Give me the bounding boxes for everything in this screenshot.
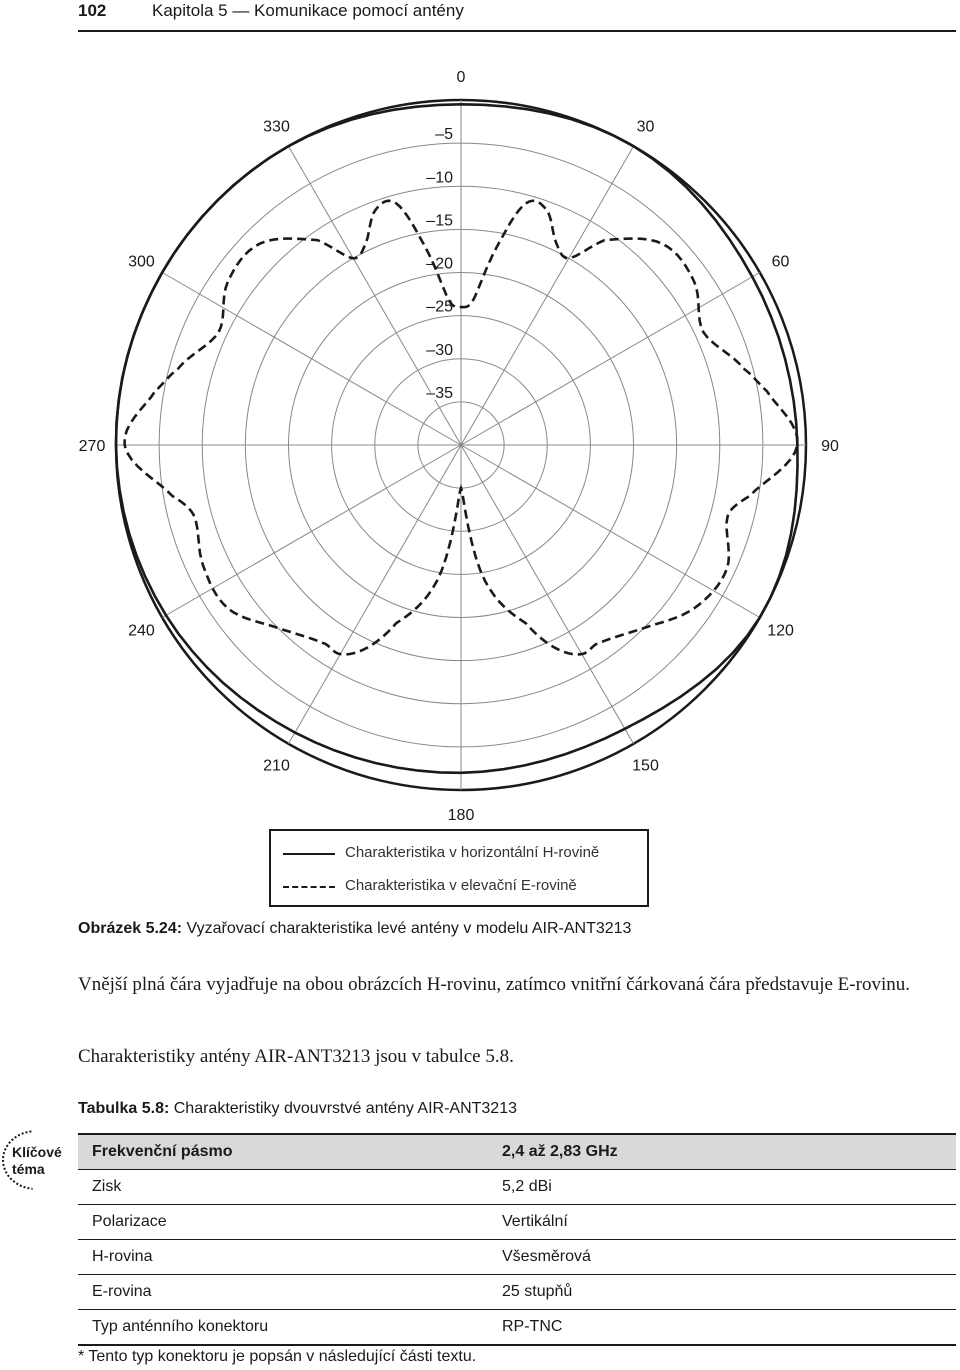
grid-spoke [461,273,760,446]
badge-line-2: téma [12,1161,45,1177]
polar-radiation-chart [0,60,960,830]
table-row [78,1310,956,1346]
badge-line-1: Klíčové [12,1144,62,1160]
table-cell: Vertikální [488,1205,956,1240]
radial-tick-label: –15 [426,212,453,230]
angle-tick-label: 330 [263,118,290,136]
legend-label-h-plane: Charakteristika v horizontální H-rovině [345,844,600,861]
table-caption-label: Tabulka 5.8: [78,1100,170,1117]
radial-tick-label: –5 [435,126,453,144]
radial-tick-label: –35 [426,384,453,402]
table-cell: Typ anténního konektoru [78,1310,488,1346]
table-cell: 5,2 dBi [488,1170,956,1205]
table-header-row [78,1134,956,1170]
grid-spoke [461,445,760,618]
footnote: * Tento typ konektoru je popsán v následující části textu. [78,1348,477,1365]
table-header-cell: 2,4 až 2,83 GHz [488,1134,956,1170]
angle-tick-label: 180 [447,807,475,824]
key-topic-badge [2,1130,70,1190]
solid-line-swatch [283,853,335,855]
angle-tick-label: 30 [636,118,655,136]
table-header-cell: Frekvenční pásmo [78,1134,488,1170]
table-caption [78,1100,517,1118]
figure-caption-label: Obrázek 5.24: [78,920,183,937]
dashed-line-swatch [283,886,335,888]
angle-tick-label: 210 [263,757,290,775]
angle-tick-label: 120 [767,622,794,640]
radial-tick-label: –30 [426,341,453,359]
badge-ring-icon [2,1130,70,1190]
chapter-title: Kapitola 5 — Komunikace pomocí antény [152,1,464,20]
angle-tick-label: 150 [632,757,659,775]
table-row [78,1205,956,1240]
angle-tick-label: 240 [128,622,155,640]
angle-tick-label: 270 [78,438,106,455]
angle-tick-label: 0 [456,69,466,86]
table-row [78,1240,956,1275]
table-cell: H-rovina [78,1240,488,1275]
grid-spoke [162,273,461,446]
table-row [78,1170,956,1205]
radial-tick-label: –20 [426,255,453,273]
figure-caption-text: Vyzařovací charakteristika levé antény v modelu AIR-ANT3213 [182,920,632,937]
table-row [78,1275,956,1310]
table-cell: 25 stupňů [488,1275,956,1310]
chart-legend [269,829,649,907]
radial-tick-label: –10 [426,169,453,187]
grid-spoke [162,445,461,618]
angle-tick-label: 90 [821,438,839,455]
figure-caption [78,920,631,938]
specs-table [78,1133,956,1346]
grid-spoke [461,146,634,445]
radial-tick-label: –25 [426,298,453,316]
table-cell: Zisk [78,1170,488,1205]
table-cell: Polarizace [78,1205,488,1240]
table-cell: E-rovina [78,1275,488,1310]
table-cell: Všesměrová [488,1240,956,1275]
grid-spoke [461,445,634,744]
table-caption-text: Charakteristiky dvouvrstvé antény AIR-ANT3213 [169,1100,517,1117]
table-cell: RP-TNC [488,1310,956,1346]
paragraph-2: Charakteristiky antény AIR-ANT3213 jsou v tabulce 5.8. [78,1046,514,1067]
paragraph-1: Vnější plná čára vyjadřuje na obou obrázcích H-rovinu, zatímco vnitřní čárkovaná čára představuje E-rovinu. [78,974,910,995]
angle-tick-label: 300 [128,253,155,271]
page-header [78,0,956,32]
legend-label-e-plane: Charakteristika v elevační E-rovině [345,877,577,894]
angle-tick-label: 60 [771,253,790,271]
page-number: 102 [78,1,107,20]
grid-spoke [289,445,462,744]
